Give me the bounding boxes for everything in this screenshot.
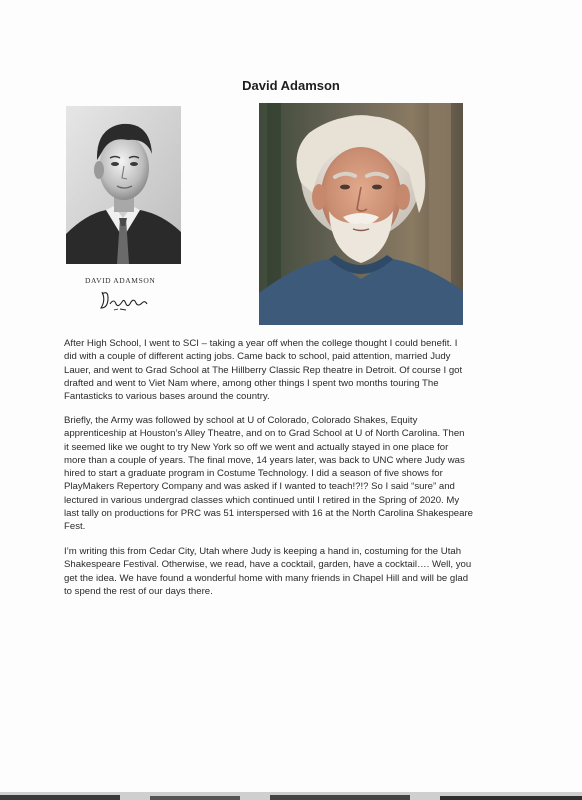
paragraph-career [64, 414, 514, 534]
text-line: Lauer, and went to Grad School at The Hillberry Classic Rep theatre in Detroit. Of course I got [64, 364, 463, 376]
paragraph-retirement [64, 545, 514, 598]
text-line: did with a couple of different acting jobs. Came back to school, paid attention, married Judy [64, 351, 451, 363]
yearbook-caption: DAVID ADAMSON [85, 276, 156, 285]
text-line: to spend the rest of our days there. [64, 585, 213, 597]
page-title: David Adamson [242, 78, 340, 93]
text-line: Fantasticks to various bases around the country. [64, 391, 270, 403]
signature-drawing [98, 288, 152, 312]
text-line: drafted and went to Viet Nam where, among other things I spent two months touring The [64, 377, 439, 389]
text-line: get the idea. We have found a wonderful home with many friends in Chapel Hill and will be glad [64, 572, 469, 584]
yearbook-photo [66, 106, 181, 264]
yearbook-photo-illustration [66, 106, 181, 264]
text-line: Briefly, the Army was followed by school at U of Colorado, Colorado Shakes, Equity [64, 415, 418, 426]
text-line: After High School, I went to SCI – taking a year off when the college thought I could benefit. I [64, 338, 458, 349]
scanner-edge-artifact [0, 792, 582, 800]
text-line: Shakespeare Festival. Otherwise, we read, have a cocktail, garden, have a cocktail…. Well, you [64, 559, 472, 571]
text-line: hired to start a graduate program in Costume Technology. I did a season of five shows for [64, 468, 443, 480]
text-line: apprenticeship at Houston’s Alley Theatre, and on to Grad School at U of North Carolina. Then [64, 428, 465, 440]
text-line: lectured in various undergrad classes which continued until I retired in the Spring of 2020. My [64, 494, 460, 506]
text-line: more than a couple of years. The final move, 14 years later, was back to UNC where Judy was [64, 454, 465, 466]
text-line: it seemed like we ought to try New York so off we went and actually stayed in one place for [64, 441, 449, 453]
handwritten-signature [98, 288, 152, 312]
portrait-photo-illustration [259, 103, 463, 325]
text-line: Fest. [64, 521, 86, 533]
paragraph-early-career [64, 337, 514, 403]
text-line: I’m writing this from Cedar City, Utah where Judy is keeping a hand in, costuming for the Utah [64, 546, 462, 557]
text-line: PlayMakers Repertory Company and was asked if I wanted to teach!?!? So I said “sure” and [64, 481, 455, 493]
portrait-photo [259, 103, 463, 325]
text-line: last tally on productions for PRC was 51 interspersed with 16 at the North Carolina Shakespeare [64, 508, 474, 520]
